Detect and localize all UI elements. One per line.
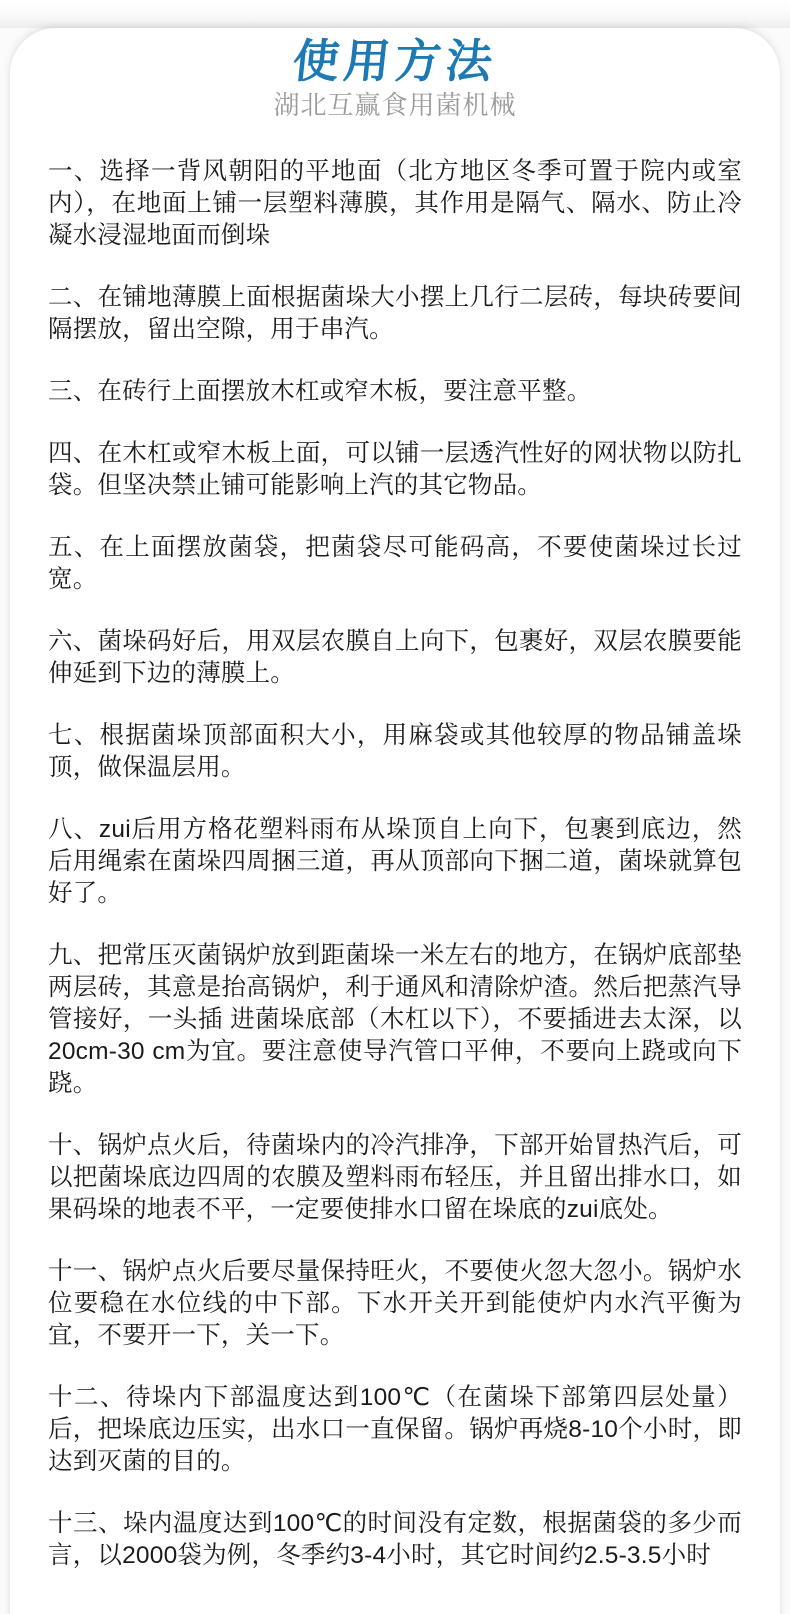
instruction-step-6: 六、菌垛码好后，用双层农膜自上向下，包裹好，双层农膜要能伸延到下边的薄膜上。 — [48, 628, 742, 687]
instruction-step-2: 二、在铺地薄膜上面根据菌垛大小摆上几行二层砖，每块砖要间隔摆放，留出空隙，用于串汽。 — [48, 284, 742, 343]
instruction-step-4: 四、在木杠或窄木板上面，可以铺一层透汽性好的网状物以防扎袋。但坚决禁止铺可能影响上汽的其它物品。 — [48, 440, 742, 499]
instruction-step-9: 九、把常压灭菌锅炉放到距菌垛一米左右的地方，在锅炉底部垫两层砖，其意是抬高锅炉，利于通风和清除炉渣。然后把蒸汽导管接好，一头插 进菌垛底部（木杠以下），不要插进去太深，以20cm-30 cm为宜。要注意使导汽管口平伸，不要向上跷或向下跷。 — [48, 942, 742, 1097]
instruction-step-12: 十二、待垛内下部温度达到100℃（在菌垛下部第四层处量）后，把垛底边压实，出水口一直保留。锅炉再烧8-10个小时，即达到灭菌的目的。 — [48, 1384, 742, 1475]
content-card — [10, 28, 780, 1614]
instruction-step-7: 七、根据菌垛顶部面积大小，用麻袋或其他较厚的物品铺盖垛顶，做保温层用。 — [48, 722, 742, 781]
instructions-list — [48, 156, 742, 1572]
page-subtitle: 湖北互赢食用菌机械 — [273, 90, 517, 120]
page-top-shadow-band — [0, 0, 790, 28]
instruction-step-10: 十、锅炉点火后，待菌垛内的冷汽排净，下部开始冒热汽后，可以把菌垛底边四周的农膜及塑料雨布轻压，并且留出排水口，如果码垛的地表不平，一定要使排水口留在垛底的zui底处。 — [48, 1132, 742, 1223]
instruction-step-13: 十三、垛内温度达到100℃的时间没有定数，根据菌袋的多少而言，以2000袋为例，冬季约3-4小时，其它时间约2.5-3.5小时 — [48, 1510, 742, 1569]
instruction-step-5: 五、在上面摆放菌袋，把菌袋尽可能码高，不要使菌垛过长过宽。 — [48, 534, 742, 593]
instruction-step-8: 八、zui后用方格花塑料雨布从垛顶自上向下，包裹到底边，然后用绳索在菌垛四周捆三道，再从顶部向下捆二道，菌垛就算包好了。 — [48, 816, 742, 907]
instruction-step-1: 一、选择一背风朝阳的平地面（北方地区冬季可置于院内或室内），在地面上铺一层塑料薄膜，其作用是隔气、隔水、防止冷凝水浸湿地面而倒垛 — [48, 158, 742, 249]
instruction-step-11: 十一、锅炉点火后要尽量保持旺火，不要使火忽大忽小。锅炉水位要稳在水位线的中下部。下水开关开到能使炉内水汽平衡为宜，不要开一下，关一下。 — [48, 1258, 742, 1349]
page-title: 使用方法 — [290, 35, 500, 87]
instruction-step-3: 三、在砖行上面摆放木杠或窄木板，要注意平整。 — [48, 378, 592, 405]
